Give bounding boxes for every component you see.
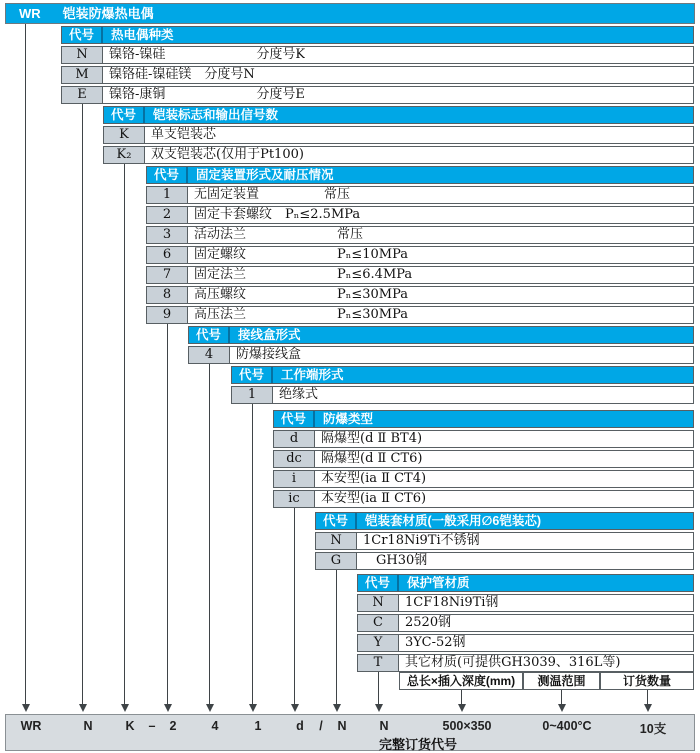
option-row — [61, 66, 694, 84]
arrow-down-icon — [333, 704, 341, 712]
arrow-down-icon — [458, 704, 466, 712]
option-code-cell: G — [316, 553, 357, 569]
option-row — [188, 346, 694, 364]
option-row — [357, 594, 694, 612]
arrow-down-icon — [79, 704, 87, 712]
connector-line — [124, 164, 125, 705]
level-table-5 — [231, 366, 694, 404]
option-row — [273, 490, 694, 508]
order-code-item: N — [83, 719, 93, 733]
option-code-cell: 3 — [147, 227, 188, 243]
order-code-item: 0~400°C — [542, 719, 592, 733]
code-column-label: 代号 — [232, 367, 273, 383]
option-desc-cell: 镍铬-康铜 分度号E — [109, 87, 305, 102]
connector-line — [561, 690, 562, 705]
option-desc-cell: 双支铠装芯(仅用于Pt100) — [151, 147, 304, 162]
connector-line — [378, 672, 379, 705]
order-code-item: 500×350 — [442, 719, 492, 733]
level-header — [61, 26, 694, 44]
level-title: 固定装置形式及耐压情况 — [196, 168, 334, 182]
arrow-down-icon — [644, 704, 652, 712]
option-code-cell: i — [274, 471, 315, 487]
order-bar — [5, 714, 695, 751]
level-title: 铠装标志和输出信号数 — [153, 108, 279, 122]
option-row — [146, 306, 694, 324]
level-header — [103, 106, 694, 124]
order-code-item: N — [379, 719, 389, 733]
option-row — [146, 206, 694, 224]
code-column-label: 代号 — [62, 27, 103, 43]
bottom-spec-cell: 订货数量 — [600, 672, 694, 690]
option-row — [273, 470, 694, 488]
order-code-item: 2 — [169, 719, 177, 733]
option-code-cell: 2 — [147, 207, 188, 223]
option-row — [273, 430, 694, 448]
level-header — [357, 574, 694, 592]
option-desc-cell: 1CF18Ni9Ti钢 — [405, 595, 499, 610]
option-row — [357, 634, 694, 652]
option-desc-cell: 高压法兰 Pₙ≤30MPa — [194, 307, 409, 322]
bottom-spec-cell: 总长×插入深度(mm) — [399, 672, 523, 690]
arrow-down-icon — [558, 704, 566, 712]
option-row — [146, 266, 694, 284]
level-table-7 — [315, 512, 694, 570]
level-title: 保护管材质 — [407, 576, 470, 590]
order-code-item: – — [148, 719, 156, 733]
order-code-item: K — [125, 719, 135, 733]
option-desc-cell: 固定卡套螺纹 Pₙ≤2.5MPa — [194, 207, 361, 222]
option-desc-cell: 高压螺纹 Pₙ≤30MPa — [194, 287, 409, 302]
code-column-label: 代号 — [316, 513, 357, 529]
option-desc-cell: 本安型(ia Ⅱ CT4) — [321, 471, 427, 486]
option-desc-cell: 隔爆型(d Ⅱ CT6) — [321, 451, 423, 466]
connector-line — [336, 570, 337, 705]
code-column-label: 代号 — [358, 575, 399, 591]
connector-line — [294, 508, 295, 705]
option-code-cell: N — [316, 533, 357, 549]
level-table-4 — [188, 326, 694, 364]
connector-line — [209, 364, 210, 705]
level-header — [315, 512, 694, 530]
option-row — [61, 46, 694, 64]
option-code-cell: E — [62, 87, 103, 103]
option-desc-cell: 固定螺纹 Pₙ≤10MPa — [194, 247, 409, 262]
code-column-label: 代号 — [104, 107, 145, 123]
level-title: 铠装套材质(一般采用∅6铠装芯) — [365, 514, 541, 528]
option-row — [146, 226, 694, 244]
option-code-cell: M — [62, 67, 103, 83]
option-row — [146, 246, 694, 264]
connector-line — [167, 324, 168, 705]
option-row — [61, 86, 694, 104]
option-desc-cell: 1Cr18Ni9Ti不锈钢 — [363, 533, 480, 548]
option-code-cell: 8 — [147, 287, 188, 303]
order-code-item: 1 — [254, 719, 262, 733]
option-row — [103, 126, 694, 144]
top-bar-model-code: WR — [19, 6, 41, 21]
order-code-item: 10支 — [639, 722, 667, 736]
option-code-cell: 6 — [147, 247, 188, 263]
bottom-spec-cell: 测温范围 — [523, 672, 600, 690]
level-header — [146, 166, 694, 184]
order-bar-label: 完整订货代号 — [378, 737, 458, 752]
option-desc-cell: GH30钢 — [363, 553, 428, 568]
option-desc-cell: 单支铠装芯 — [151, 127, 217, 142]
arrow-down-icon — [164, 704, 172, 712]
connector-line — [252, 404, 253, 705]
arrow-down-icon — [291, 704, 299, 712]
option-code-cell: 1 — [232, 387, 273, 403]
option-row — [357, 654, 694, 672]
level-table-6 — [273, 410, 694, 508]
connector-line — [461, 690, 462, 705]
option-code-cell: dc — [274, 451, 315, 467]
option-code-cell: T — [358, 655, 399, 671]
order-code-item: WR — [20, 719, 42, 733]
connector-line — [25, 24, 26, 705]
option-row — [357, 614, 694, 632]
option-desc-cell: 3YC-52钢 — [405, 635, 466, 650]
level-table-8 — [357, 574, 694, 672]
option-code-cell: 4 — [189, 347, 230, 363]
option-code-cell: K₂ — [104, 147, 145, 163]
option-row — [103, 146, 694, 164]
option-code-cell: N — [358, 595, 399, 611]
option-desc-cell: 固定法兰 Pₙ≤6.4MPa — [194, 267, 413, 282]
top-bar-title: 铠装防爆热电偶 — [62, 6, 154, 21]
option-code-cell: Y — [358, 635, 399, 651]
option-desc-cell: 绝缘式 — [279, 387, 319, 402]
option-row — [231, 386, 694, 404]
option-desc-cell: 镍铬-镍硅 分度号K — [109, 47, 306, 62]
option-code-cell: 1 — [147, 187, 188, 203]
arrow-down-icon — [206, 704, 214, 712]
option-desc-cell: 隔爆型(d Ⅱ BT4) — [321, 431, 423, 446]
option-desc-cell: 活动法兰 常压 — [194, 227, 364, 242]
level-title: 防爆类型 — [323, 412, 374, 426]
option-code-cell: d — [274, 431, 315, 447]
level-table-2 — [103, 106, 694, 164]
code-column-label: 代号 — [147, 167, 188, 183]
arrow-down-icon — [121, 704, 129, 712]
top-bar — [5, 3, 695, 24]
option-desc-cell: 其它材质(可提供GH3039、316L等) — [405, 655, 621, 670]
arrow-down-icon — [375, 704, 383, 712]
level-title: 热电偶种类 — [111, 28, 174, 42]
arrow-down-icon — [22, 704, 30, 712]
level-header — [188, 326, 694, 344]
option-desc-cell: 2520钢 — [405, 615, 452, 630]
option-row — [273, 450, 694, 468]
level-title: 工作端形式 — [281, 368, 344, 382]
option-code-cell: N — [62, 47, 103, 63]
option-code-cell: 7 — [147, 267, 188, 283]
option-row — [315, 552, 694, 570]
option-desc-cell: 防爆接线盒 — [236, 347, 302, 362]
option-row — [146, 286, 694, 304]
option-desc-cell: 本安型(ia Ⅱ CT6) — [321, 491, 427, 506]
connector-line — [647, 690, 648, 705]
option-row — [146, 186, 694, 204]
level-table-1 — [61, 26, 694, 104]
code-column-label: 代号 — [189, 327, 230, 343]
order-code-item: N — [337, 719, 347, 733]
level-header — [273, 410, 694, 428]
arrow-down-icon — [249, 704, 257, 712]
option-code-cell: K — [104, 127, 145, 143]
code-column-label: 代号 — [274, 411, 315, 427]
option-code-cell: C — [358, 615, 399, 631]
order-code-item: / — [319, 719, 323, 733]
option-code-cell: 9 — [147, 307, 188, 323]
option-desc-cell: 镍铬硅-镍硅镁 分度号N — [109, 67, 255, 82]
level-header — [231, 366, 694, 384]
order-code-item: d — [296, 719, 304, 733]
level-table-3 — [146, 166, 694, 324]
option-row — [315, 532, 694, 550]
level-title: 接线盒形式 — [238, 328, 301, 342]
option-desc-cell: 无固定装置 常压 — [194, 187, 351, 202]
option-code-cell: ic — [274, 491, 315, 507]
order-code-item: 4 — [211, 719, 219, 733]
connector-line — [82, 104, 83, 705]
